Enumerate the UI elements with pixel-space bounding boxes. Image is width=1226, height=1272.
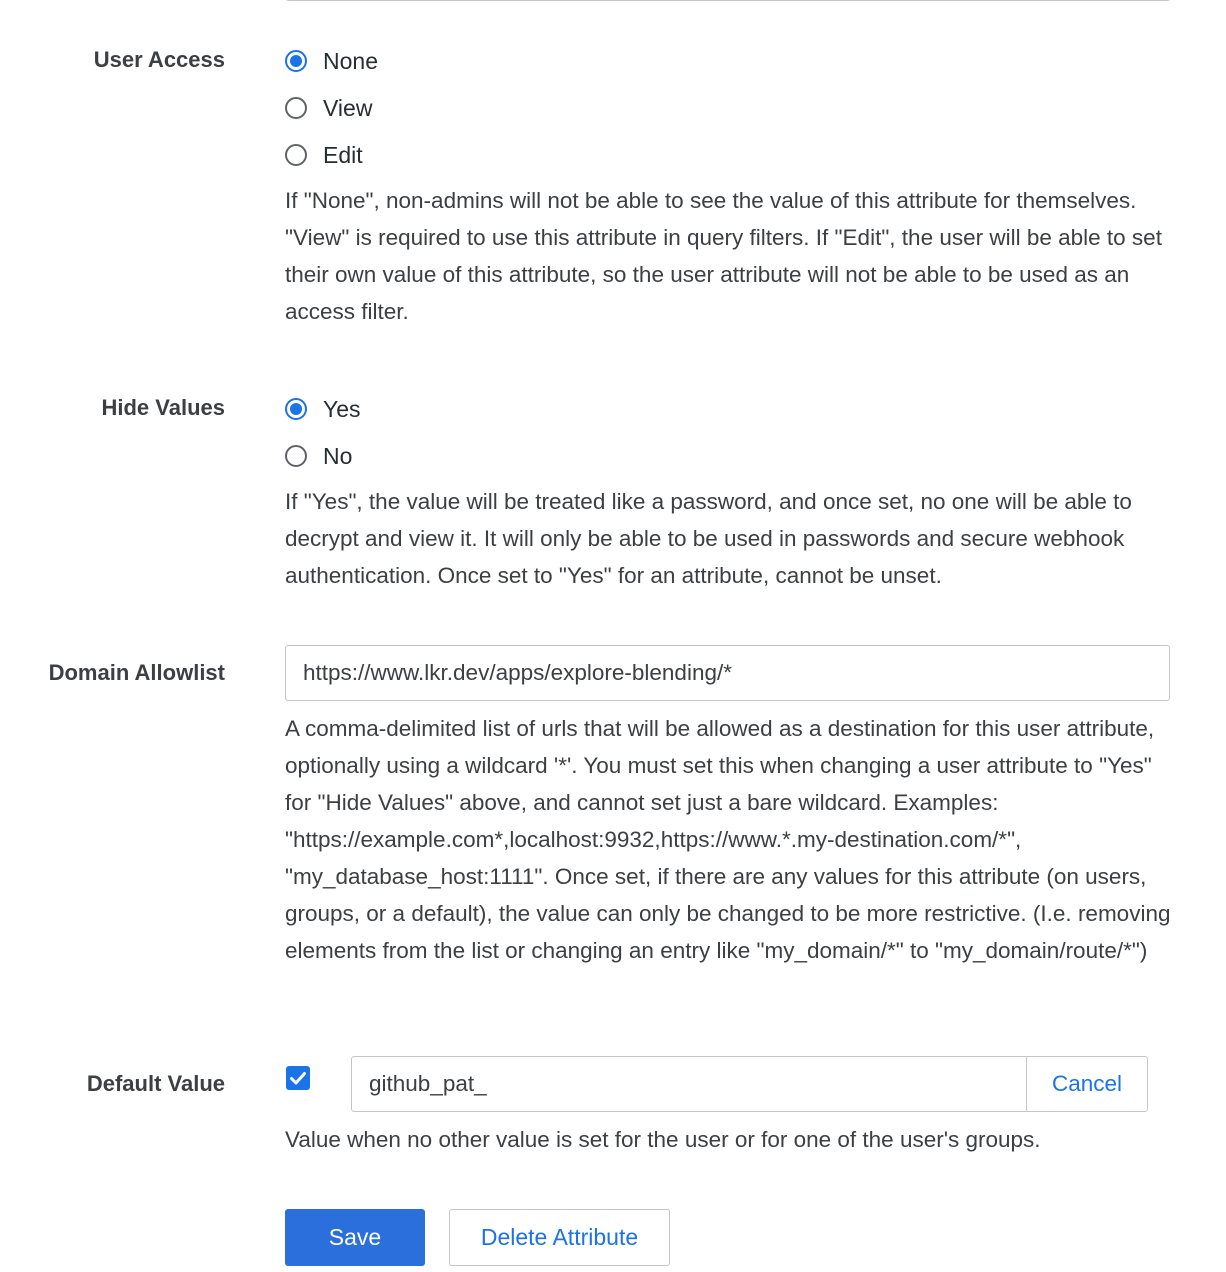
user-access-option-none-label: None bbox=[323, 47, 378, 74]
hide-values-option-yes-label: Yes bbox=[323, 395, 361, 422]
user-access-option-view[interactable] bbox=[285, 93, 372, 123]
radio-unchecked-icon[interactable] bbox=[285, 445, 307, 467]
hide-values-option-no[interactable] bbox=[285, 441, 352, 471]
checkmark-icon bbox=[288, 1068, 308, 1088]
radio-checked-icon[interactable] bbox=[285, 398, 307, 420]
default-value-checkbox[interactable] bbox=[286, 1066, 310, 1090]
user-access-option-edit[interactable] bbox=[285, 140, 363, 170]
user-access-option-none[interactable] bbox=[285, 46, 378, 76]
hide-values-help: If "Yes", the value will be treated like a password, and once set, no one will be able to decrypt and view it. It will only be able to be used in passwords and secure webhook authentication. Once set to "Yes" for an attribute, cannot be unset. bbox=[285, 489, 1132, 588]
delete-attribute-button[interactable]: Delete Attribute bbox=[449, 1209, 670, 1266]
hide-values-label: Hide Values bbox=[101, 395, 225, 420]
domain-allowlist-input[interactable]: https://www.lkr.dev/apps/explore-blending/* bbox=[285, 645, 1170, 701]
default-value-input[interactable]: github_pat_ bbox=[351, 1056, 1028, 1112]
user-access-help: If "None", non-admins will not be able to see the value of this attribute for themselves. "View" is required to use this attribute in query filters. If "Edit", the user will be able to set their own value of this attribute, so the user attribute will not be able to be used as an access filter. bbox=[285, 188, 1162, 324]
radio-checked-icon[interactable] bbox=[285, 50, 307, 72]
save-button[interactable]: Save bbox=[285, 1209, 425, 1266]
domain-allowlist-label: Domain Allowlist bbox=[48, 660, 225, 685]
cancel-button[interactable]: Cancel bbox=[1026, 1056, 1148, 1112]
user-access-label: User Access bbox=[93, 47, 225, 72]
hide-values-option-yes[interactable] bbox=[285, 394, 361, 424]
radio-unchecked-icon[interactable] bbox=[285, 97, 307, 119]
user-access-option-view-label: View bbox=[323, 94, 373, 121]
radio-unchecked-icon[interactable] bbox=[285, 144, 307, 166]
default-value-help: Value when no other value is set for the user or for one of the user's groups. bbox=[285, 1127, 1041, 1152]
previous-field-border bbox=[285, 0, 1171, 1]
default-value-label: Default Value bbox=[86, 1071, 225, 1096]
user-access-option-edit-label: Edit bbox=[323, 141, 363, 168]
hide-values-option-no-label: No bbox=[323, 442, 353, 469]
domain-allowlist-help: A comma-delimited list of urls that will be allowed as a destination for this user attribute, optionally using a wildcard '*'. You must set this when changing a user attribute to "Yes" for "Hide Values" above, and cannot set just a bare wildcard. Examples: "https://example.com*,localhost:9932,https://www.*.my-destination.com/*", "my_database_host:1111". Once set, if there are any values for this attribute (on users, groups, or a default), the value can only be changed to be more restrictive. (I.e. removing elements from the list or changing an entry like "my_domain/*" to "my_domain/route/*") bbox=[285, 716, 1171, 963]
